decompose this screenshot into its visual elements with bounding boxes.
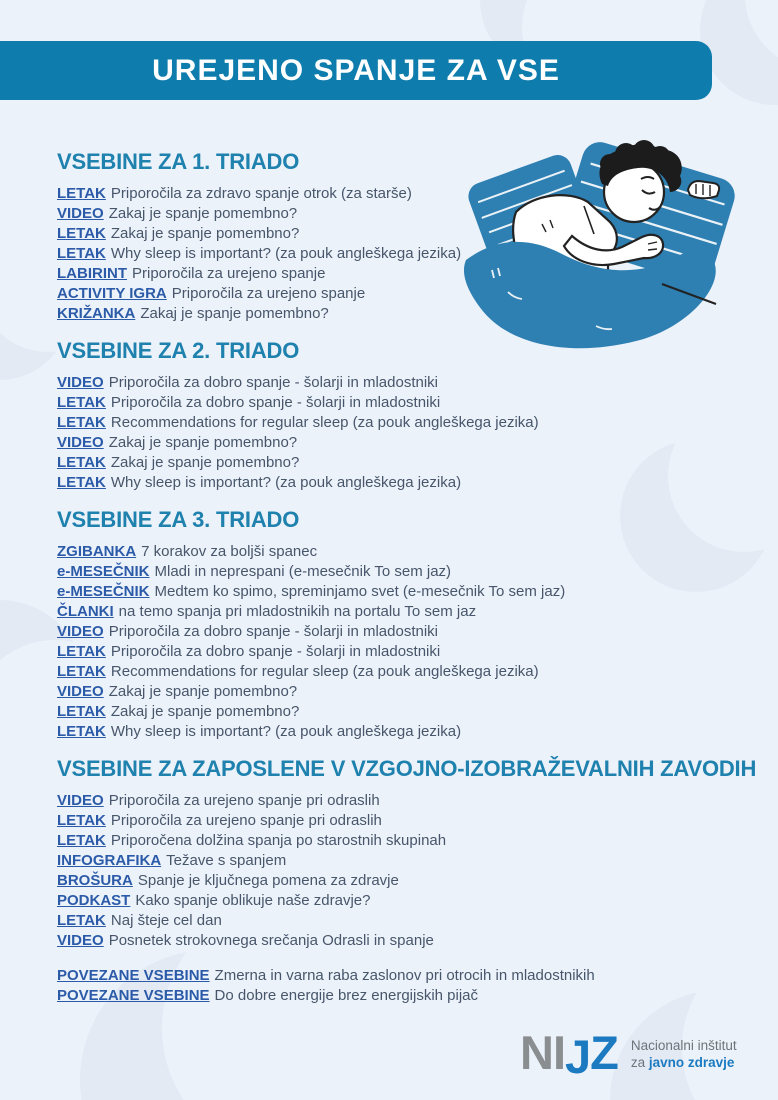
resource-text: Mladi in neprespani (e-mesečnik To sem jaz) (154, 563, 452, 580)
logo-line2 (631, 1054, 737, 1071)
resource-text: Zakaj je spanje pomembno? (110, 454, 300, 471)
resource-link[interactable]: ACTIVITY IGRA (57, 285, 167, 302)
list-item (57, 373, 752, 393)
logo-letter-z: Z (590, 1026, 618, 1079)
sections (57, 149, 757, 1021)
resource-link[interactable]: LETAK (57, 474, 106, 491)
resource-link[interactable]: VIDEO (57, 205, 104, 222)
section-heading: VSEBINE ZA 2. TRIADO (57, 338, 300, 363)
nijz-logo-text (631, 1030, 737, 1071)
resource-link[interactable]: PODKAST (57, 892, 131, 909)
resource-text: Posnetek strokovnega srečanja Odrasli in spanje (108, 932, 434, 949)
resource-link[interactable]: e-MESEČNIK (57, 583, 150, 600)
list-item (57, 662, 752, 682)
list-item (57, 582, 752, 602)
resource-text: Zakaj je spanje pomembno? (108, 205, 298, 222)
section-heading: VSEBINE ZA 3. TRIADO (57, 507, 300, 532)
resource-link[interactable]: POVEZANE VSEBINE (57, 967, 210, 984)
section-heading: VSEBINE ZA ZAPOSLENE V VZGOJNO-IZOBRAŽEVALNIH ZAVODIH (57, 756, 757, 781)
list-item (57, 891, 752, 911)
list-item (57, 244, 752, 264)
logo-line2-highlight: javno zdravje (648, 1055, 735, 1070)
resource-link[interactable]: LETAK (57, 812, 106, 829)
list-item (57, 871, 752, 891)
resource-link[interactable]: LABIRINT (57, 265, 127, 282)
logo-letters-ni: NI (520, 1026, 565, 1079)
list-item (57, 642, 752, 662)
list-item (57, 966, 752, 986)
resource-text: Naj šteje cel dan (110, 912, 222, 929)
resource-link[interactable]: LETAK (57, 663, 106, 680)
list-item (57, 264, 752, 284)
resource-text: na temo spanja pri mladostnikih na portalu To sem jaz (118, 603, 477, 620)
resource-text: Priporočila za dobro spanje - šolarji in mladostniki (110, 394, 441, 411)
section-list (57, 791, 752, 951)
list-item (57, 284, 752, 304)
title-banner (0, 41, 712, 100)
resource-link[interactable]: KRIŽANKA (57, 305, 136, 322)
section-list (57, 373, 752, 493)
list-item (57, 393, 752, 413)
list-item (57, 622, 752, 642)
resource-link[interactable]: LETAK (57, 912, 106, 929)
list-item (57, 791, 752, 811)
list-item (57, 473, 752, 493)
resource-text: Zakaj je spanje pomembno? (110, 225, 300, 242)
resource-link[interactable]: LETAK (57, 832, 106, 849)
resource-text: Zakaj je spanje pomembno? (108, 434, 298, 451)
list-item (57, 453, 752, 473)
list-item (57, 722, 752, 742)
resource-text: Priporočila za urejeno spanje (171, 285, 366, 302)
resource-link[interactable]: LETAK (57, 723, 106, 740)
resource-text: Why sleep is important? (za pouk angleškega jezika) (110, 723, 462, 740)
resource-text: Spanje je ključnega pomena za zdravje (137, 872, 399, 889)
list-item (57, 602, 752, 622)
resource-link[interactable]: ZGIBANKA (57, 543, 137, 560)
list-item (57, 224, 752, 244)
related-links (57, 966, 752, 1006)
logo-line2-prefix: za (630, 1055, 649, 1070)
resource-text: Priporočila za urejeno spanje pri odraslih (108, 792, 380, 809)
logo-line1: Nacionalni inštitut (630, 1038, 737, 1053)
resource-text: Težave s spanjem (166, 852, 287, 869)
resource-link[interactable]: VIDEO (57, 434, 104, 451)
resource-text: Priporočila za urejeno spanje pri odraslih (110, 812, 382, 829)
list-item (57, 811, 752, 831)
resource-text: Priporočena dolžina spanja po starostnih skupinah (110, 832, 447, 849)
resource-text: Priporočila za urejeno spanje (132, 265, 326, 282)
resource-link[interactable]: VIDEO (57, 374, 104, 391)
section-list (57, 542, 752, 742)
resource-link[interactable]: LETAK (57, 414, 106, 431)
list-item (57, 986, 752, 1006)
nijz-logo (520, 1026, 737, 1083)
resource-text: Why sleep is important? (za pouk angleškega jezika) (110, 474, 462, 491)
resource-link[interactable]: e-MESEČNIK (57, 563, 150, 580)
list-item (57, 204, 752, 224)
list-item (57, 413, 752, 433)
resource-text: Zmerna in varna raba zaslonov pri otrocih in mladostnikih (214, 967, 595, 984)
resource-link[interactable]: LETAK (57, 703, 106, 720)
resource-link[interactable]: INFOGRAFIKA (57, 852, 162, 869)
resource-link[interactable]: LETAK (57, 454, 106, 471)
resource-link[interactable]: POVEZANE VSEBINE (57, 987, 210, 1004)
resource-link[interactable]: LETAK (57, 394, 106, 411)
resource-text: Kako spanje oblikuje naše zdravje? (135, 892, 371, 909)
resource-link[interactable]: ČLANKI (57, 603, 114, 620)
resource-text: Zakaj je spanje pomembno? (110, 703, 300, 720)
resource-link[interactable]: LETAK (57, 225, 106, 242)
section-heading: VSEBINE ZA 1. TRIADO (57, 149, 300, 174)
list-item (57, 682, 752, 702)
resource-text: 7 korakov za boljši spanec (141, 543, 318, 560)
resource-text: Priporočila za dobro spanje - šolarji in mladostniki (108, 623, 439, 640)
resource-text: Priporočila za dobro spanje - šolarji in mladostniki (110, 643, 441, 660)
list-item (57, 184, 752, 204)
resource-link[interactable]: LETAK (57, 245, 106, 262)
content-section (57, 508, 752, 742)
page-title: UREJENO SPANJE ZA VSE (152, 53, 560, 87)
logo-letter-j: J (565, 1030, 591, 1083)
content-section (57, 756, 757, 951)
resource-link[interactable]: LETAK (57, 643, 106, 660)
list-item (57, 702, 752, 722)
resource-link[interactable]: LETAK (57, 185, 106, 202)
list-item (57, 931, 752, 951)
resource-text: Why sleep is important? (za pouk angleškega jezika) (110, 245, 462, 262)
resource-link[interactable]: VIDEO (57, 932, 104, 949)
resource-link[interactable]: VIDEO (57, 623, 104, 640)
list-item (57, 851, 752, 871)
resource-link[interactable]: VIDEO (57, 683, 104, 700)
resource-text: Zakaj je spanje pomembno? (140, 305, 329, 322)
resource-link[interactable]: VIDEO (57, 792, 104, 809)
resource-link[interactable]: BROŠURA (57, 872, 133, 889)
list-item (57, 433, 752, 453)
list-item (57, 304, 752, 324)
resource-text: Priporočila za dobro spanje - šolarji in mladostniki (108, 374, 439, 391)
resource-text: Priporočila za zdravo spanje otrok (za starše) (110, 185, 412, 202)
section-list (57, 184, 752, 324)
resource-text: Medtem ko spimo, spreminjamo svet (e-mesečnik To sem jaz) (154, 583, 566, 600)
list-item (57, 562, 752, 582)
resource-text: Zakaj je spanje pomembno? (108, 683, 298, 700)
list-item (57, 831, 752, 851)
content-section (57, 150, 752, 324)
content-section (57, 339, 752, 493)
nijz-logo-acronym (520, 1026, 618, 1083)
resource-text: Do dobre energije brez energijskih pijač (214, 987, 479, 1004)
resource-text: Recommendations for regular sleep (za pouk angleškega jezika) (110, 663, 539, 680)
list-item (57, 542, 752, 562)
resource-text: Recommendations for regular sleep (za pouk angleškega jezika) (110, 414, 539, 431)
list-item (57, 911, 752, 931)
